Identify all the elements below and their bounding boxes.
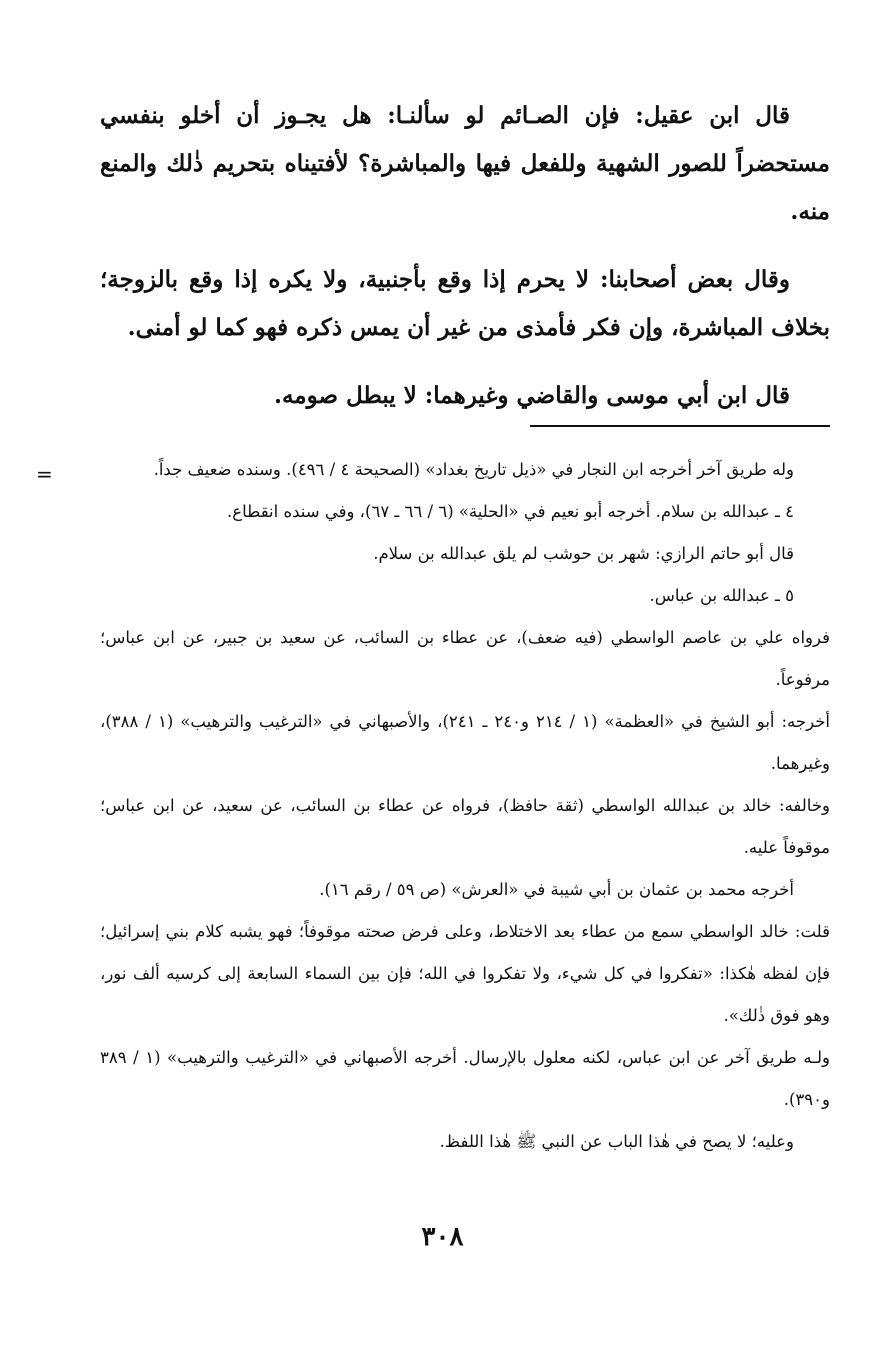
footnotes bbox=[100, 449, 830, 1163]
footnote-line: ٤ ـ عبدالله بن سلام. أخرجه أبو نعيم في «الحلية» (٦ / ٦٦ ـ ٦٧)، وفي سنده انقطاع. bbox=[227, 502, 794, 521]
main-paragraph-2: وقال بعض أصحابنا: لا يحرم إذا وقع بأجنبية، ولا يكره إذا وقع بالزوجة؛ بخلاف المباشرة، وإن فكر فأمذى من غير أن يمس ذكره فهو كما لو أمنى. bbox=[100, 266, 830, 341]
page-number: ٣٠٨ bbox=[421, 1222, 464, 1252]
footnote-line: وله طريق آخر أخرجه ابن النجار في «ذيل تاريخ بغداد» (الصحيحة ٤ / ٤٩٦). وسنده ضعيف جداً. bbox=[153, 460, 794, 479]
footnote-separator bbox=[530, 425, 830, 427]
continuation-mark: = bbox=[36, 462, 53, 486]
footnote-line: قلت: خالد الواسطي سمع من عطاء بعد الاختلاط، وعلى فرض صحته موقوفاً؛ فهو يشبه كلام بني إسرائيل؛ فإن لفظه هٰكذا: «تفكروا في كل شيء، ولا تفكروا في الله؛ فإن بين السماء السابعة إلى كرسيه ألف نور، وهو فوق ذٰلك». bbox=[100, 922, 830, 1025]
footnote-line: أخرجه: أبو الشيخ في «العظمة» (١ / ٢١٤ و٢٤٠ ـ ٢٤١)، والأصبهاني في «الترغيب والترهيب» (١ / ٣٨٨)، وغيرهما. bbox=[100, 712, 830, 773]
page-content bbox=[36, 92, 830, 1151]
main-paragraph-1: قال ابن عقيل: فإن الصـائم لو سألنـا: هل يجـوز أن أخلو بنفسي مستحضراً للصور الشهية وللفعل فيها والمباشرة؟ لأفتيناه بتحريم ذٰلك والمنع منه. bbox=[100, 102, 830, 225]
main-text bbox=[100, 92, 830, 420]
footnote-line: وعليه؛ لا يصح في هٰذا الباب عن النبي ﷺ هٰذا اللفظ. bbox=[439, 1132, 794, 1151]
footnote-line: ولـه طريق آخر عن ابن عباس، لكنه معلول بالإرسال. أخرجه الأصبهاني في «الترغيب والترهيب» (١ / ٣٨٩ و٣٩٠). bbox=[100, 1048, 830, 1109]
footnote-line: ٥ ـ عبدالله بن عباس. bbox=[649, 586, 794, 605]
footnote-line: قال أبو حاتم الرازي: شهر بن حوشب لم يلق عبدالله بن سلام. bbox=[373, 544, 794, 563]
footnote-line: وخالفه: خالد بن عبدالله الواسطي (ثقة حافظ)، فرواه عن عطاء بن السائب، عن سعيد، عن ابن عباس؛ موقوفاً عليه. bbox=[100, 796, 830, 857]
footnote-line: فرواه علي بن عاصم الواسطي (فيه ضعف)، عن عطاء بن السائب، عن سعيد بن جبير، عن ابن عباس؛ مرفوعاً. bbox=[100, 628, 830, 689]
main-paragraph-3: قال ابن أبي موسى والقاضي وغيرهما: لا يبطل صومه. bbox=[273, 382, 790, 409]
footnote-line: أخرجه محمد بن عثمان بن أبي شيبة في «العرش» (ص ٥٩ / رقم ١٦). bbox=[319, 880, 794, 899]
